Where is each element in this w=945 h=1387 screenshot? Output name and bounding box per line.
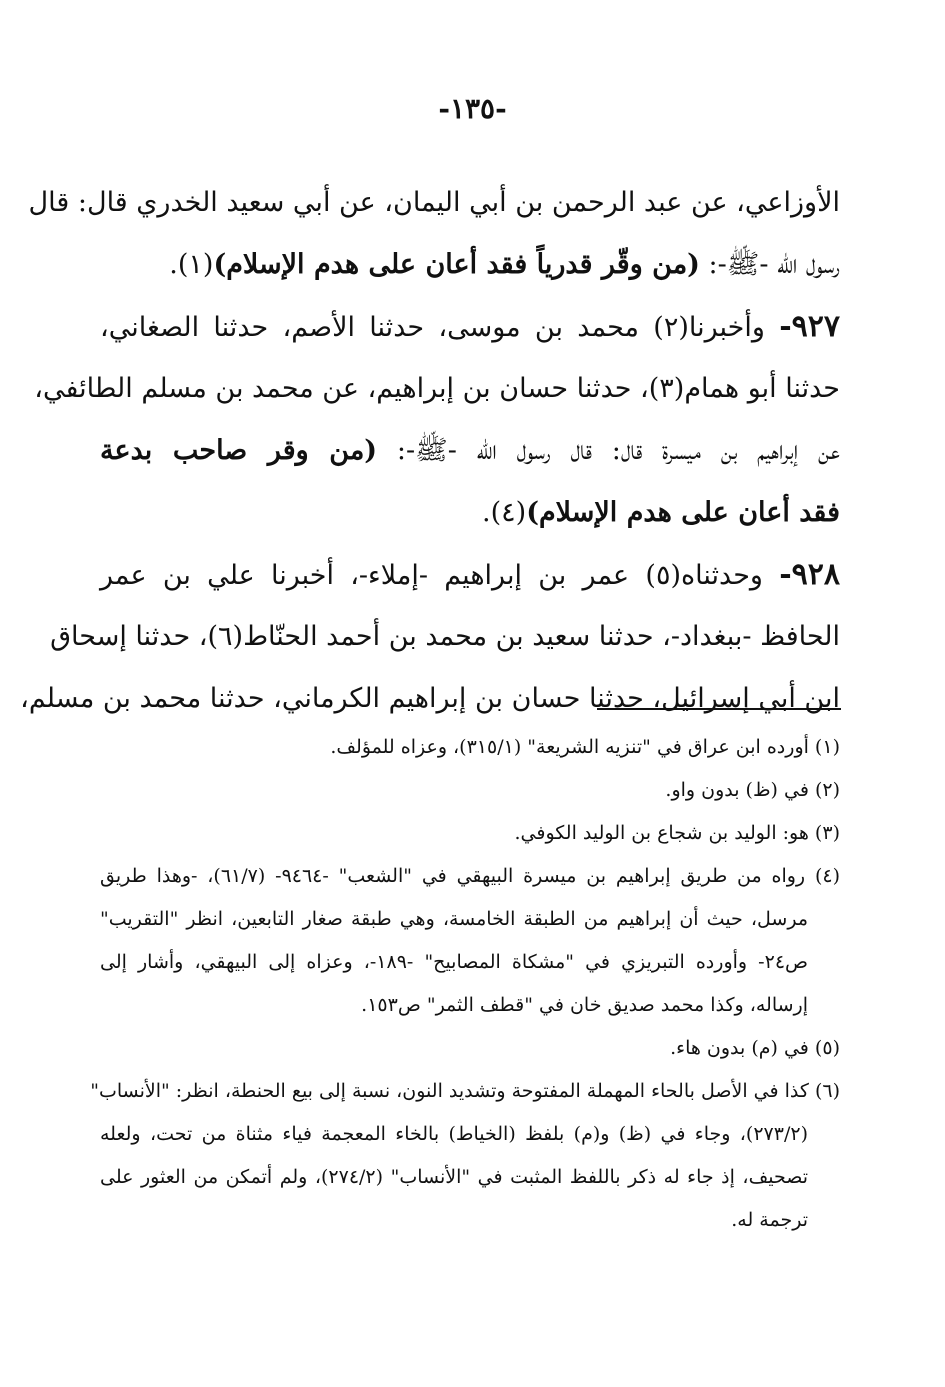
footnote-ref: (٤) <box>490 497 527 528</box>
hadith-number-928: ٩٢٨- <box>779 557 840 592</box>
text-line <box>100 482 840 544</box>
footnote-6-line: (٢٧٣/٢)، وجاء في (ظ) و(م) بلفظ (الخياط) بالخاء المعجمة فياء مثناة من تحت، ولعله <box>100 1123 808 1145</box>
text-line <box>100 544 840 606</box>
hadith-number-927: ٩٢٧- <box>779 309 840 344</box>
footnote-2: (٢) في (ظ) بدون واو. <box>665 779 840 801</box>
footnote-1: (١) أورده ابن عراق في "تنزيه الشريعة" (٣١٥/١)، وعزاه للمؤلف. <box>330 736 840 758</box>
hadith-quote: (من وقر صاحب بدعة <box>100 435 378 466</box>
text-line-content: الأوزاعي، عن عبد الرحمن بن أبي اليمان، عن أبي سعيد الخدري قال: قال <box>28 187 840 218</box>
page-number: -١٣٥- <box>438 92 507 125</box>
text-line <box>34 358 840 420</box>
footnote-divider <box>597 708 841 710</box>
hadith-quote: (من وقّر قدرياً فقد أعان على هدم الإسلام) <box>213 249 700 280</box>
footnote-6-line: تصحيف، إذ جاء له ذكر باللفظ المثبت في "الأنساب" (٢٧٤/٢)، ولم أتمكن من العثور على <box>100 1166 808 1188</box>
text-line-content: حدثنا أبو همام(٣)، حدثنا حسان بن إبراهيم، عن محمد بن مسلم الطائفي، <box>34 373 840 404</box>
text-line <box>20 668 840 730</box>
footnote-3: (٣) هو: الوليد بن شجاع بن الوليد الكوفي. <box>514 822 840 844</box>
text-line <box>100 234 840 296</box>
footnote-4-line: ص٢٤- وأورده التبريزي في "مشكاة المصابيح" -١٨٩-، وعزاه إلى البيهقي، وأشار إلى <box>100 951 809 973</box>
footnote-ref: (١) <box>177 249 214 280</box>
text-line <box>28 172 840 234</box>
footnotes <box>90 726 841 1242</box>
footnote-5: (٥) في (م) بدون هاء. <box>670 1037 840 1059</box>
punctuation: . <box>481 497 491 528</box>
hadith-quote: فقد أعان على هدم الإسلام) <box>526 497 840 528</box>
text-line <box>100 296 840 358</box>
text-line-content: وحدثناه(٥) عمر بن إبراهيم -إملاء-، أخبرنا علي بن عمر <box>100 560 780 591</box>
footnote-6-line: (٦) كذا في الأصل بالحاء المهملة المفتوحة وتشديد النون، نسبة إلى بيع الحنطة، انظر: "الأنساب" <box>90 1080 840 1102</box>
text-line-content: عن إبراهيم بن ميسرة قال: قال رسول اللّه -ﷺ-: <box>377 435 840 466</box>
punctuation: . <box>169 249 178 280</box>
footnote-4-line: إرساله، وكذا محمد صديق خان في "قطف الثمر" ص١٥٣. <box>361 994 808 1016</box>
text-line <box>50 606 840 668</box>
text-line-content: وأخبرنا(٢) محمد بن موسى، حدثنا الأصم، حدثنا الصغاني، <box>100 312 780 343</box>
footnote-6-line: ترجمة له. <box>731 1209 808 1231</box>
text-line-content: ابن أبي إسرائيل، حدثنا حسان بن إبراهيم الكرماني، حدثنا محمد بن مسلم، <box>20 683 840 714</box>
main-text <box>20 172 840 730</box>
text-line-content: الحافظ -ببغداد-، حدثنا سعيد بن محمد بن أحمد الحنّاط(٦)، حدثنا إسحاق <box>50 621 840 652</box>
footnote-4-line: (٤) رواه من طريق إبراهيم بن ميسرة البيهقي في "الشعب" -٩٤٦٤- (٦١/٧)، -وهذا طريق <box>100 865 841 887</box>
text-line-content: رسول اللّه -ﷺ-: <box>699 249 840 280</box>
footnote-4-line: مرسل، حيث أن إبراهيم من الطبقة الخامسة، وهي طبقة صغار التابعين، انظر "التقريب" <box>100 908 808 930</box>
text-line <box>100 420 840 482</box>
